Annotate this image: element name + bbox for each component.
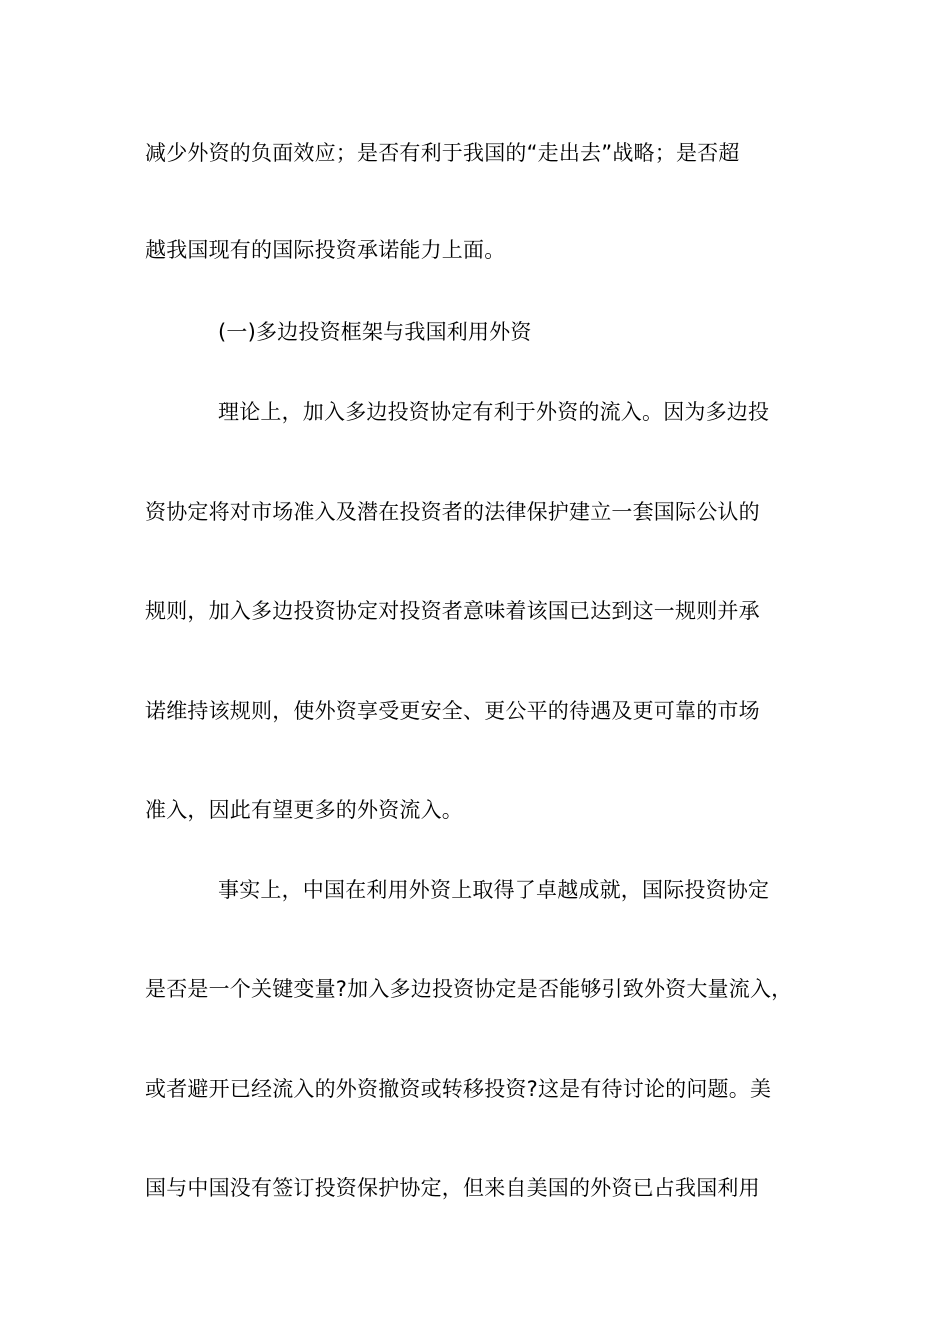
paragraph-line-3: 理论上，加入多边投资协定有利于外资的流入。因为多边投 xyxy=(218,400,770,424)
paragraph-line-7: 准入，因此有望更多的外资流入。 xyxy=(145,798,463,822)
paragraph-line-6: 诺维持该规则，使外资享受更安全、更公平的待遇及更可靠的市场 xyxy=(145,699,760,723)
section-heading: (一)多边投资框架与我国利用外资 xyxy=(218,320,532,344)
paragraph-line-11: 国与中国没有签订投资保护协定，但来自美国的外资已占我国利用 xyxy=(145,1176,760,1200)
paragraph-line-5: 规则，加入多边投资协定对投资者意味着该国已达到这一规则并承 xyxy=(145,599,760,623)
paragraph-line-9: 是否是一个关键变量?加入多边投资协定是否能够引致外资大量流入， xyxy=(145,977,793,1001)
paragraph-line-2: 越我国现有的国际投资承诺能力上面。 xyxy=(145,238,506,262)
paragraph-line-1: 减少外资的负面效应；是否有利于我国的“走出去”战略；是否超 xyxy=(145,141,740,165)
paragraph-line-4: 资协定将对市场准入及潜在投资者的法律保护建立一套国际公认的 xyxy=(145,500,760,524)
paragraph-line-10: 或者避开已经流入的外资撤资或转移投资?这是有待讨论的问题。美 xyxy=(145,1077,772,1101)
paragraph-line-8: 事实上，中国在利用外资上取得了卓越成就，国际投资协定 xyxy=(218,878,770,902)
